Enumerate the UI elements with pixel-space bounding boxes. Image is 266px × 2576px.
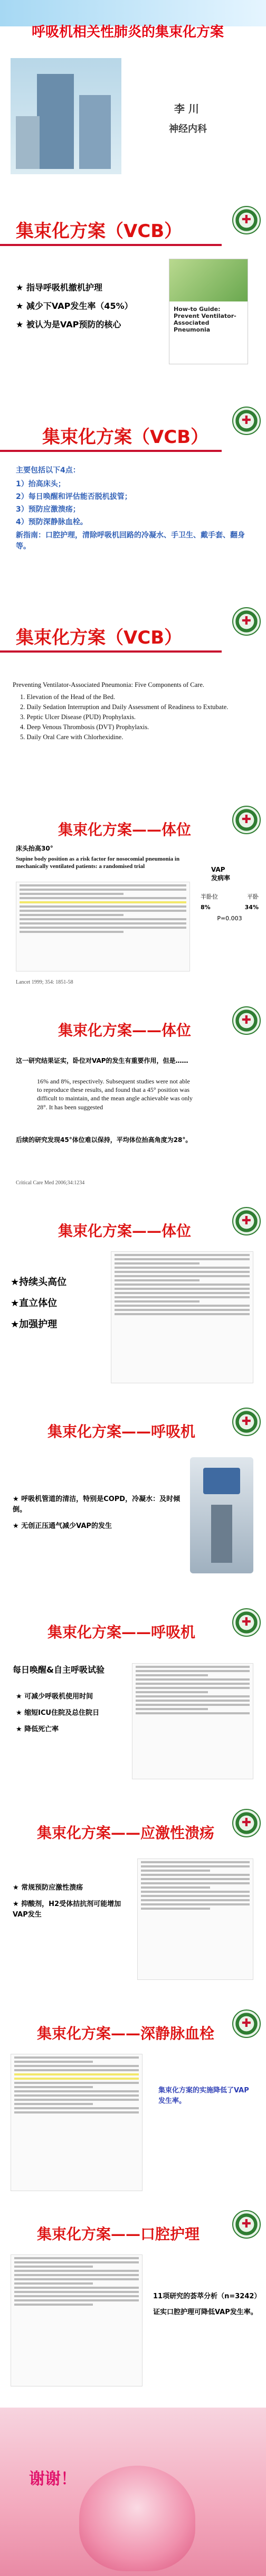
bullet-item: ★ 呼吸机管道的清洁，特别是COPD，冷凝水：及时倾倒。 xyxy=(13,1495,180,1514)
slide9-lead: 每日唤醒&自主呼吸试验 xyxy=(13,1665,104,1675)
slide-ventilator-wake xyxy=(0,1605,266,1801)
flower-shape xyxy=(79,2466,195,2571)
lead-line: Preventing Ventilator-Associated Pneumonia: Five Components of Care. xyxy=(13,681,205,688)
hospital-logo xyxy=(232,1608,261,1637)
slide-title xyxy=(0,0,266,196)
slide1-dept: 神经内科 xyxy=(169,124,207,135)
hospital-logo xyxy=(232,1006,261,1035)
list-item: 3）预防应激溃疡； xyxy=(16,505,80,514)
point-item: 5. Daily Oral Care with Chlorhexidine. xyxy=(20,733,124,741)
point-item: 2. Daily Sedation Interruption and Daily Assessment of Readiness to Extubate. xyxy=(20,703,229,711)
hospital-logo xyxy=(232,2009,261,2038)
hospital-logo xyxy=(232,206,261,234)
slide5-title: 集束化方案——体位 xyxy=(58,821,192,838)
comparison-table xyxy=(201,892,259,922)
ventilator-photo xyxy=(190,1457,253,1573)
slide7-bullets xyxy=(11,1267,66,1338)
paper-excerpt xyxy=(111,1251,253,1383)
hospital-logo xyxy=(232,806,261,834)
hospital-logo xyxy=(232,607,261,636)
slide3-body xyxy=(16,465,248,552)
vap-label: VAP 发病率 xyxy=(211,866,231,882)
bullet-item: ★ 缩短ICU住院及总住院日 xyxy=(16,1709,100,1717)
slide2-bullets xyxy=(16,275,133,336)
slide4-title: 集束化方案（VCB） xyxy=(16,627,183,648)
paper-excerpt xyxy=(11,2054,142,2191)
slide7-title: 集束化方案——体位 xyxy=(58,1222,192,1240)
val-semi: 8% xyxy=(201,904,211,911)
slide9-bullets xyxy=(16,1684,99,1740)
slide4-body xyxy=(13,681,255,743)
point-item: 4. Deep Venous Thrombosis (DVT) Prophylaxis. xyxy=(20,723,149,731)
title-rule xyxy=(0,244,222,246)
bullet-item: ★ 减少下VAP发生率（45%） xyxy=(16,301,133,311)
val-supine: 34% xyxy=(244,904,259,911)
bullet-item: ★直立体位 xyxy=(11,1298,58,1309)
point-item: 1. Elevation of the Head of the Bed. xyxy=(20,693,116,701)
hospital-logo xyxy=(232,1207,261,1235)
slide12-text2: 证实口腔护理可降低VAP发生率。 xyxy=(153,2308,258,2316)
guide-title: How-to Guide: Prevent Ventilator- Associated Pneumonia xyxy=(174,306,236,333)
hospital-logo xyxy=(232,407,261,435)
hospital-logo xyxy=(232,2210,261,2239)
bullet-item: ★加强护理 xyxy=(11,1319,58,1330)
slide1-title: 呼吸机相关性肺炎的集束化方案 xyxy=(32,24,224,40)
study-excerpt xyxy=(132,1663,253,1779)
slide-position-summary xyxy=(0,1204,266,1400)
list-item: 4）预防深静脉血栓。 xyxy=(16,518,88,526)
list-item: 1）抬高床头； xyxy=(16,480,65,488)
point-item: 3. Peptic Ulcer Disease (PUD) Prophylaxis. xyxy=(20,713,136,721)
bullet-item: ★ 被认为是VAP预防的核心 xyxy=(16,319,121,329)
slide-vcb-components xyxy=(0,401,266,597)
title-rule xyxy=(0,450,222,452)
guide-cover xyxy=(169,259,248,364)
slide1-author: 李 川 xyxy=(174,102,199,115)
slide-vcb-intro xyxy=(0,201,266,397)
slide2-title: 集束化方案（VCB） xyxy=(16,221,183,242)
slide12-title: 集束化方案——口腔护理 xyxy=(37,2225,200,2243)
slide6-line2: 后续的研究发现45°体位难以保持，平均体位抬高角度为28°。 xyxy=(16,1136,192,1144)
bullet-item: ★ 抑酸剂，H2受体拮抗剂可能增加VAP发生 xyxy=(13,1900,121,1919)
bullet-item: ★ 无创正压通气减少VAP的发生 xyxy=(13,1522,112,1530)
slide10-bullets xyxy=(13,1874,129,1927)
new-guideline-note: 新指南：口腔护理，清除呼吸机回路的冷凝水、手卫生、戴手套、翻身等。 xyxy=(16,531,245,551)
slide-dvt xyxy=(0,2006,266,2202)
hospital-logo xyxy=(232,1408,261,1436)
bullet-item: ★持续头高位 xyxy=(11,1277,67,1288)
slide5-subtitle: 床头抬高30° xyxy=(16,845,53,852)
paper-heading: Supine body position as a risk factor for nosocomial pneumonia in mechanically ventilated patients: a randomised trial xyxy=(16,856,180,870)
slide8-bullets xyxy=(13,1489,182,1535)
paper-excerpt xyxy=(137,1858,253,1980)
slide6-footer: Critical Care Med 2006;34:1234 xyxy=(16,1180,85,1186)
slide12-text: 11项研究的荟萃分析（n=3242） xyxy=(153,2292,261,2300)
slide9-title: 集束化方案——呼吸机 xyxy=(48,1624,196,1641)
slide-position-study xyxy=(0,803,266,998)
slide6-title: 集束化方案——体位 xyxy=(58,1022,192,1039)
bullet-item: ★ 可减少呼吸机使用时间 xyxy=(16,1693,93,1701)
hospital-logo xyxy=(232,1809,261,1837)
paper-abstract xyxy=(16,882,190,971)
slide5-footer: Lancet 1999; 354: 1851-58 xyxy=(16,979,73,985)
list-item: 2）每日唤醒和评估能否脱机拔管； xyxy=(16,493,132,501)
slide-stress-ulcer xyxy=(0,1806,266,2002)
bullet-item: ★ 降低死亡率 xyxy=(16,1725,59,1733)
slide3-title: 集束化方案（VCB） xyxy=(42,427,209,448)
slide-thanks xyxy=(0,2408,266,2576)
title-rule xyxy=(0,650,222,653)
meta-analysis-excerpt xyxy=(11,2254,142,2386)
slide-ventilator-circuit xyxy=(0,1404,266,1600)
slide-oral-care xyxy=(0,2207,266,2403)
slide10-title: 集束化方案——应激性溃疡 xyxy=(37,1824,215,1842)
thanks-text: 谢谢！ xyxy=(29,2470,77,2488)
bullet-item: ★ 指导呼吸机撤机护理 xyxy=(16,282,102,292)
p-value: P=0.003 xyxy=(217,915,242,922)
slide11-side: 集束化方案的实施降低了VAP发生率。 xyxy=(158,2087,249,2105)
col-semi: 半卧位 xyxy=(201,893,218,900)
slide6-line1: 这一研究结果证实，卧位对VAP的发生有重要作用，但是…… xyxy=(16,1057,188,1064)
slide11-title: 集束化方案——深静脉血栓 xyxy=(37,2025,215,2042)
intro-line: 主要包括以下4点： xyxy=(16,466,80,475)
building-image xyxy=(11,58,121,174)
slide8-title: 集束化方案——呼吸机 xyxy=(48,1423,196,1440)
quote-block: 16% and 8%, respectively. Subsequent studies were not able to reproduce these results, and found that a 45° position was difficult to maintain, and the mean angle achievable was only 28°. It has been suggested xyxy=(37,1078,193,1111)
slide-position-followup xyxy=(0,1003,266,1199)
slide-vcb-five-components xyxy=(0,602,266,798)
col-supine: 平卧 xyxy=(247,893,259,900)
bullet-item: ★ 常规预防应激性溃疡 xyxy=(13,1884,83,1892)
